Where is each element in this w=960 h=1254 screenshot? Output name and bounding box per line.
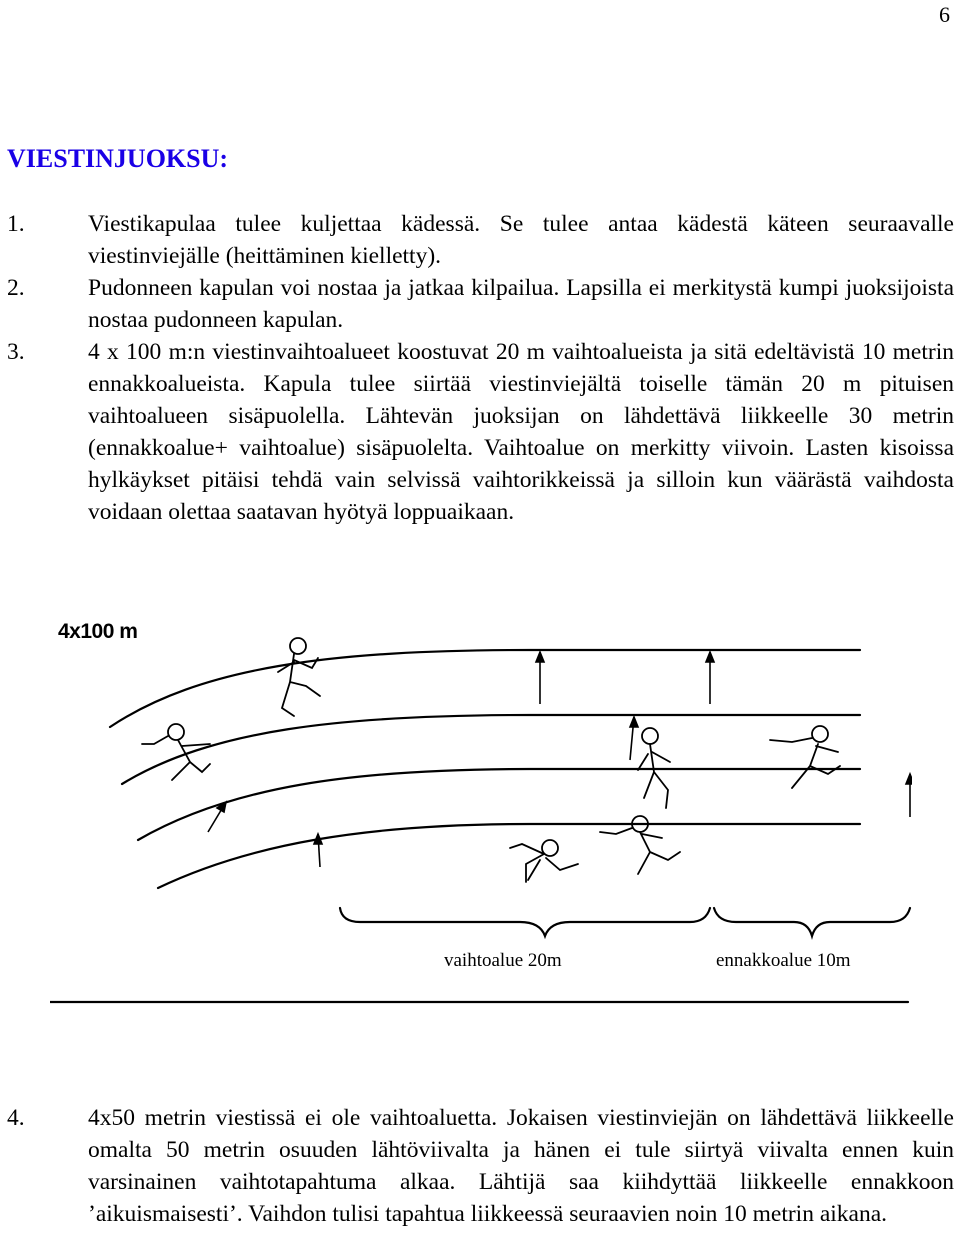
item-number: 2. xyxy=(7,275,25,301)
item-text: 4x50 metrin viestissä ei ole vaihtoaluetta. Jokaisen viestinviejän on lähdettävä liikkeelle omalta 50 metrin osuuden lähtöviivalta ja hänen ei tule siirtyä viivalta ennen kuin varsinainen vaihtotapahtuma alkaa. Lähtijä saa kiihdyttää liikkeelle ennakkoon ’aikuismaisesti’. Vaihdon tulisi tapahtua liikkeessä seuraavien noin 10 metrin aikana. xyxy=(88,1105,954,1227)
rules-list-bottom xyxy=(7,1102,954,1230)
runner-figure xyxy=(510,840,578,882)
item-text: Viestikapulaa tulee kuljettaa kädessä. Se tulee antaa kädestä käteen seuraavalle viestinviejälle (heittäminen kielletty). xyxy=(88,211,954,269)
item-number: 3. xyxy=(7,339,25,365)
page-number: 6 xyxy=(939,2,950,27)
lane-line xyxy=(122,715,860,784)
item-text: 4 x 100 m:n viestinvaihtoalueet koostuvat 20 m vaihtoalueista ja sitä edeltävistä 10 metrin ennakkoalueista. Kapula tulee siirtää viestinviejältä toiselle tämän 20 m pituisen vaihtoalueen sisäpuolella. Lähtevän juoksijan on lähdettävä liikkeelle 30 metrin (ennakkoalue+ vaihtoalue) sisäpuolelta. Vaihtoalue on merkitty viivoin. Lasten kisoissa hylkäykset pitäisi tehdä vain selvissä vaihtorikkeissä ja silloin kun väärästä vaihdosta voidaan olettaa saatavan hyötyä loppuaikaan. xyxy=(88,339,954,525)
list-item xyxy=(7,208,954,272)
relay-figure xyxy=(50,612,912,1012)
pre-zone-label: ennakkoalue 10m xyxy=(716,950,851,971)
section-heading: VIESTINJUOKSU: xyxy=(7,144,229,173)
runner-figure xyxy=(278,638,320,716)
item-number: 1. xyxy=(7,211,25,237)
figure-title: 4x100 m xyxy=(58,620,138,643)
item-number: 4. xyxy=(7,1105,25,1131)
pre-zone-bracket xyxy=(714,908,910,936)
runner-figure xyxy=(142,724,210,780)
runner-figure xyxy=(770,726,840,788)
list-item xyxy=(7,1102,954,1230)
exchange-zone-label: vaihtoalue 20m xyxy=(444,950,562,971)
list-item xyxy=(7,272,954,336)
rules-list-top xyxy=(7,208,954,528)
exchange-zone-bracket xyxy=(340,908,710,936)
list-item xyxy=(7,336,954,528)
lane-line xyxy=(158,824,860,888)
item-text: Pudonneen kapulan voi nostaa ja jatkaa kilpailua. Lapsilla ei merkitystä kumpi juoksijoista nostaa pudonneen kapulan. xyxy=(88,275,954,333)
lane-line xyxy=(138,769,860,840)
